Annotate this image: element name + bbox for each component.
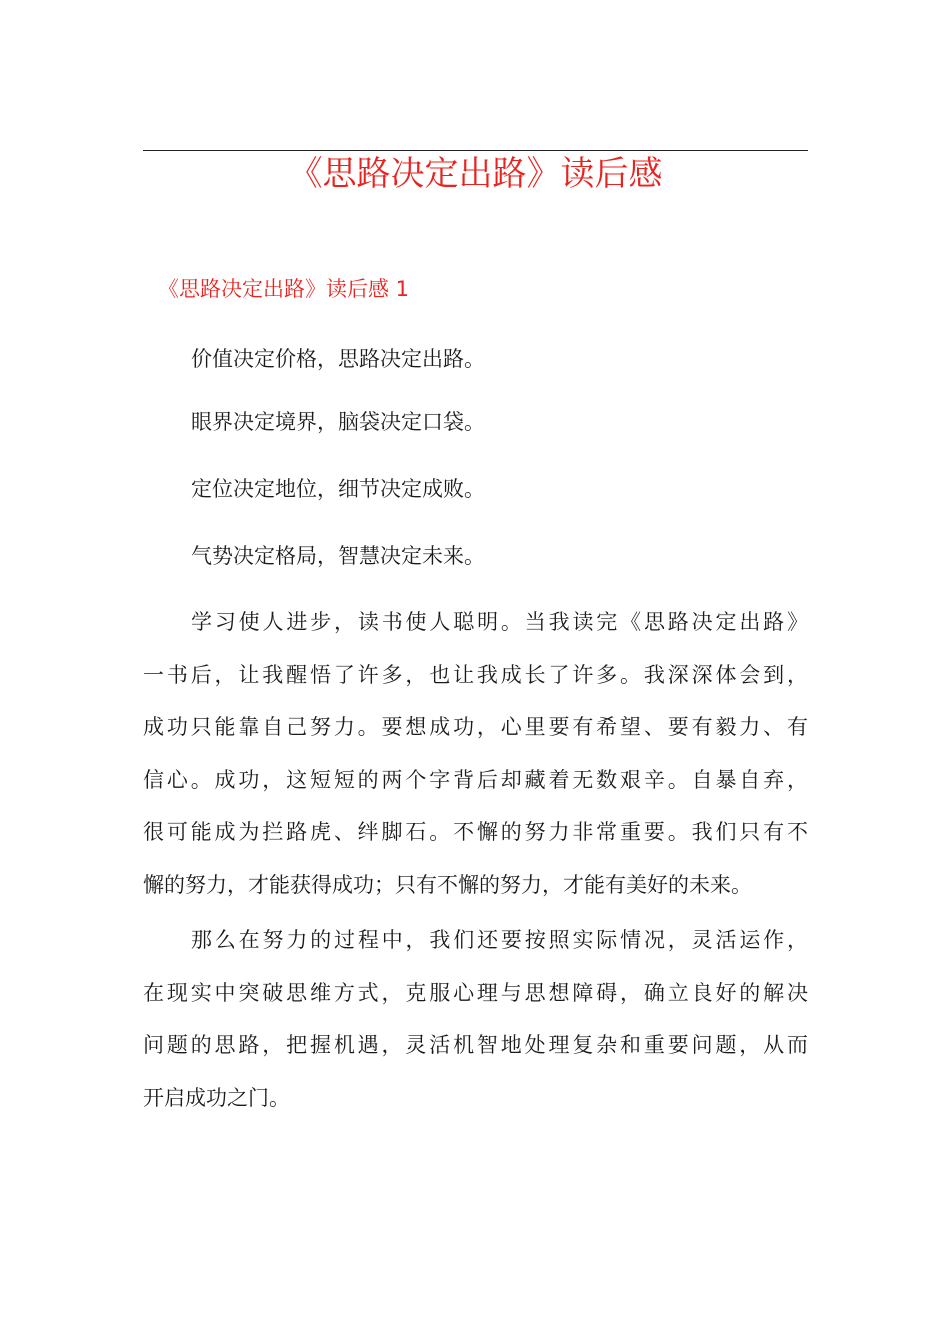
short-line-1: 价值决定价格，思路决定出路。 xyxy=(191,347,485,371)
body-paragraph-2 xyxy=(143,914,808,1124)
body-paragraph-1 xyxy=(143,596,808,912)
short-line-4: 气势决定格局，智慧决定未来。 xyxy=(191,544,485,568)
paragraph-line: 问题的思路，把握机遇，灵活机智地处理复杂和重要问题，从而 xyxy=(143,1033,808,1058)
paragraph-line: 懈的努力，才能获得成功；只有不懈的努力，才能有美好的未来。 xyxy=(143,872,752,897)
paragraph-line: 那么在努力的过程中，我们还要按照实际情况，灵活运作， xyxy=(191,928,808,952)
paragraph-line: 一书后，让我醒悟了许多，也让我成长了许多。我深深体会到， xyxy=(143,662,808,687)
short-line-3: 定位决定地位，细节决定成败。 xyxy=(191,477,485,501)
document-title: 《思路决定出路》读后感 xyxy=(288,154,663,194)
paragraph-line: 成功只能靠自己努力。要想成功，心里要有希望、要有毅力、有 xyxy=(143,715,808,740)
short-line-2: 眼界决定境界，脑袋决定口袋。 xyxy=(191,410,485,434)
paragraph-line: 在现实中突破思维方式，克服心理与思想障碍，确立良好的解决 xyxy=(143,980,808,1005)
paragraph-line: 开启成功之门。 xyxy=(143,1085,290,1110)
paragraph-line: 学习使人进步，读书使人聪明。当我读完《思路决定出路》 xyxy=(191,610,808,634)
paragraph-line: 很可能成为拦路虎、绊脚石。不懈的努力非常重要。我们只有不 xyxy=(143,820,808,845)
paragraph-line: 信心。成功，这短短的两个字背后却藏着无数艰辛。自暴自弃， xyxy=(143,767,808,792)
section-heading: 《思路决定出路》读后感 1 xyxy=(158,277,410,301)
